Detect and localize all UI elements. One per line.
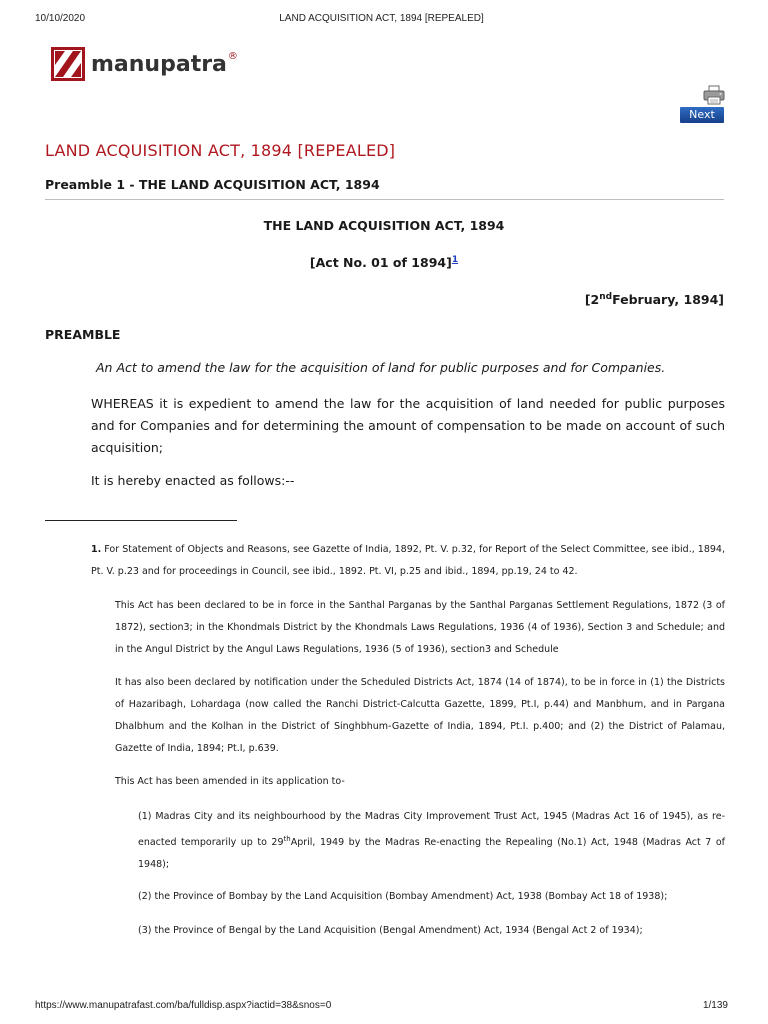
footnote-paragraph-extent: This Act has been declared to be in force in the Santhal Parganas by the Santhal Parganas Settlement Regulations, 1872 (3 of 1872), section3; in the Khondmals District by the Khondmals Laws Regulations, 1936 (4 of 1936), Section 3 and Schedule; and in the Angul District by the Angul Laws Regulations, 1936 (5 of 1936), section3 and Schedule [115, 600, 725, 655]
manupatra-logo-icon [51, 47, 85, 81]
print-date: 10/10/2020 [35, 13, 86, 24]
act-date-ordinal: nd [599, 292, 613, 302]
footnote-1-number: 1. [91, 544, 102, 555]
act-number-text: [Act No. 01 of 1894] [309, 255, 452, 271]
footnote-1 [91, 539, 725, 583]
header-divider [45, 199, 724, 200]
footnote-divider [45, 520, 237, 521]
enacting-clause: It is hereby enacted as follows:-- [91, 473, 295, 488]
footnote-paragraph-notification: It has also been declared by notification under the Scheduled Districts Act, 1874 (14 of 1874), to be in force in (1) the Districts of Hazaribagh, Lohardaga (now called the Ranchi District-Calcutta Gazette, 1899, Pt.I, p.44) and Manbhum, and in Pargana Dhalbhum and the Kolhan in the District of Singhbhum-Gazette of India, 1894, Pt.I. p.400; and (2) the District of Palamau, Gazette of India, 1894; Pt.I, p.639. [115, 677, 725, 754]
footnote-1-text: For Statement of Objects and Reasons, see Gazette of India, 1892, Pt. V. p.32, for Report of the Select Committee, see ibid., 1894, Pt. V. p.23 and for proceedings in Council, see ibid., 1892. Pt. VI, p.25 and ibid., 1894, pp.19, 24 to 42. [91, 544, 725, 577]
footnote-amendment-item-1 [138, 806, 725, 876]
page-number: 1/139 [702, 1000, 728, 1011]
act-date-day: [2 [584, 292, 600, 308]
footnote-paragraph-amended: This Act has been amended in its application to- [115, 776, 345, 787]
manupatra-logo[interactable] [51, 46, 238, 82]
footnote-amendment-item-3: (3) the Province of Bengal by the Land Acquisition (Bengal Amendment) Act, 1934 (Bengal Act 2 of 1934); [138, 925, 643, 936]
logo-text: manupatra [91, 51, 227, 77]
next-button[interactable]: Next [680, 107, 724, 123]
printer-icon[interactable] [703, 85, 725, 105]
print-url: https://www.manupatrafast.com/ba/fulldisp.aspx?iactid=38&snos=0 [35, 1000, 332, 1011]
amendment-item-1-ordinal: th [283, 835, 291, 843]
act-name: THE LAND ACQUISITION ACT, 1894 [263, 218, 505, 233]
act-number [0, 255, 768, 270]
whereas-paragraph: WHEREAS it is expedient to amend the law for the acquisition of land needed for public purposes and for Companies and for determining the amount of compensation to be made on account of such acquisition; [91, 396, 725, 455]
registered-mark: ® [227, 50, 238, 62]
amendment-item-1-text-a: (1) Madras City and its neighbourhood by the Madras City Improvement Trust Act, 1945 (Madras Act 16 of 1945), as re- enacted temporarily up to 29 [138, 811, 725, 849]
footnote-link-1[interactable]: 1 [451, 255, 459, 265]
act-date-month-year: February, 1894] [612, 292, 724, 308]
act-date [585, 292, 724, 307]
preamble-heading: PREAMBLE [45, 327, 121, 342]
print-title: LAND ACQUISITION ACT, 1894 [REPEALED] [279, 13, 484, 24]
long-title: An Act to amend the law for the acquisition of land for public purposes and for Companies. [96, 360, 666, 375]
amendment-item-1-text-b: April, 1949 by the Madras Re-enacting the Repealing (No.1) Act, 1948 (Madras Act 7 of 1948); [138, 837, 726, 871]
section-title: Preamble 1 - THE LAND ACQUISITION ACT, 1894 [45, 177, 380, 192]
document-title: LAND ACQUISITION ACT, 1894 [REPEALED] [45, 141, 396, 160]
footnote-amendment-item-2: (2) the Province of Bombay by the Land Acquisition (Bombay Amendment) Act, 1938 (Bombay Act 18 of 1938); [138, 891, 668, 902]
